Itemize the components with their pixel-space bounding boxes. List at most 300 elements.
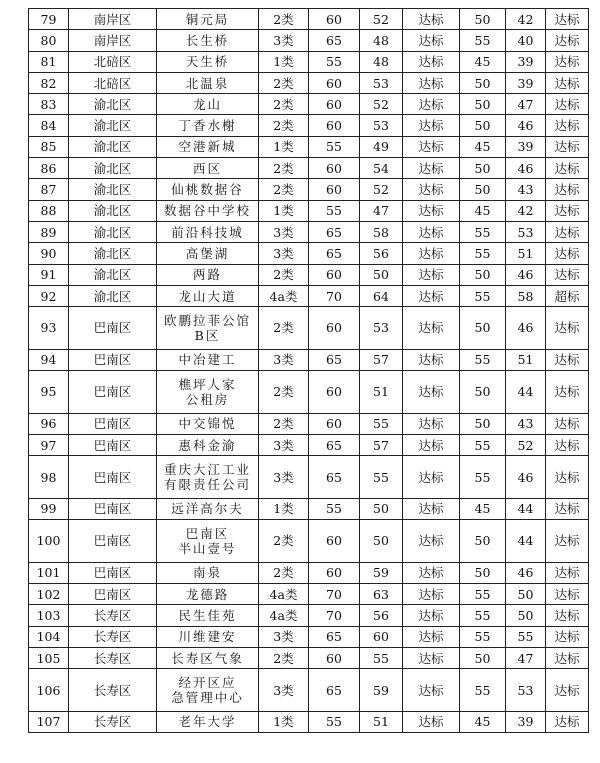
table-row [29,72,589,93]
district-cell: 渝北区 [69,243,157,264]
row-number-cell: 107 [29,711,69,732]
night-evaluation-cell: 达标 [546,562,589,583]
row-number-cell: 80 [29,30,69,51]
table-body [29,9,589,733]
district-cell: 巴南区 [69,584,157,605]
site-name-cell [157,200,259,221]
night-evaluation-cell: 达标 [546,115,589,136]
district-cell: 巴南区 [69,371,157,414]
row-number-cell: 88 [29,200,69,221]
table-row [29,30,589,51]
night-value-cell: 46 [506,158,546,179]
day-value-cell: 51 [360,711,403,732]
district-cell: 南岸区 [69,9,157,30]
day-limit-cell: 65 [309,349,360,370]
table-row [29,498,589,519]
site-name-cell [157,605,259,626]
night-evaluation-cell: 达标 [546,413,589,434]
day-limit-cell: 65 [309,669,360,712]
row-number-cell: 100 [29,520,69,563]
site-name-cell [157,9,259,30]
night-value-cell: 50 [506,584,546,605]
day-evaluation-cell: 达标 [403,584,460,605]
day-value-cell: 48 [360,30,403,51]
day-limit-cell: 65 [309,434,360,455]
day-limit-cell: 60 [309,647,360,668]
day-limit-cell: 55 [309,200,360,221]
night-value-cell: 40 [506,30,546,51]
day-limit-cell: 60 [309,9,360,30]
night-limit-cell: 55 [460,626,506,647]
row-number-cell: 106 [29,669,69,712]
district-cell: 渝北区 [69,115,157,136]
day-value-cell: 52 [360,9,403,30]
day-limit-cell: 65 [309,30,360,51]
site-name-line: 仙桃数据谷 [171,182,244,198]
site-name-line: B区 [194,327,221,343]
row-number-cell: 89 [29,221,69,242]
site-name-cell [157,669,259,712]
site-name-line: 公租房 [185,391,230,407]
night-limit-cell: 50 [460,520,506,563]
night-value-cell: 44 [506,520,546,563]
district-cell: 长寿区 [69,669,157,712]
night-evaluation-cell: 达标 [546,711,589,732]
day-evaluation-cell: 达标 [403,30,460,51]
day-evaluation-cell: 达标 [403,413,460,434]
site-name-line: 急管理中心 [171,690,244,705]
day-evaluation-cell: 达标 [403,115,460,136]
night-limit-cell: 50 [460,371,506,414]
district-cell: 渝北区 [69,179,157,200]
day-value-cell: 56 [360,605,403,626]
day-value-cell: 60 [360,626,403,647]
day-value-cell: 51 [360,371,403,414]
day-limit-cell: 60 [309,94,360,115]
night-value-cell: 47 [506,94,546,115]
table-row [29,562,589,583]
night-evaluation-cell: 达标 [546,30,589,51]
row-number-cell: 82 [29,72,69,93]
night-limit-cell: 50 [460,94,506,115]
table-row [29,200,589,221]
night-value-cell: 46 [506,456,546,499]
night-limit-cell: 45 [460,498,506,519]
zone-category-cell: 3类 [259,669,309,712]
site-name-cell [157,584,259,605]
table-row [29,605,589,626]
night-evaluation-cell: 达标 [546,158,589,179]
night-value-cell: 43 [506,413,546,434]
day-limit-cell: 55 [309,711,360,732]
table-row [29,520,589,563]
night-evaluation-cell: 达标 [546,200,589,221]
row-number-cell: 101 [29,562,69,583]
night-evaluation-cell: 达标 [546,456,589,499]
day-value-cell: 50 [360,264,403,285]
night-limit-cell: 45 [460,200,506,221]
site-name-cell [157,647,259,668]
table-row [29,285,589,306]
table-row [29,94,589,115]
zone-category-cell: 4a类 [259,605,309,626]
table-row [29,669,589,712]
night-evaluation-cell: 达标 [546,221,589,242]
day-limit-cell: 70 [309,584,360,605]
night-evaluation-cell: 达标 [546,72,589,93]
site-name-line: 经开区应 [178,675,237,690]
district-cell: 南岸区 [69,30,157,51]
night-evaluation-cell: 达标 [546,94,589,115]
night-value-cell: 53 [506,669,546,712]
day-evaluation-cell: 达标 [403,136,460,157]
site-name-line: 樵坪人家 [178,376,237,392]
night-value-cell: 55 [506,626,546,647]
site-name-cell [157,711,259,732]
zone-category-cell: 2类 [259,413,309,434]
row-number-cell: 104 [29,626,69,647]
night-limit-cell: 50 [460,413,506,434]
day-limit-cell: 70 [309,605,360,626]
site-name-cell [157,158,259,179]
site-name-cell [157,307,259,350]
row-number-cell: 79 [29,9,69,30]
site-name-line: 老年大学 [178,714,237,730]
zone-category-cell: 2类 [259,115,309,136]
day-value-cell: 57 [360,434,403,455]
zone-category-cell: 4a类 [259,584,309,605]
day-limit-cell: 60 [309,179,360,200]
night-evaluation-cell: 达标 [546,647,589,668]
day-limit-cell: 55 [309,498,360,519]
day-value-cell: 55 [360,647,403,668]
day-value-cell: 64 [360,285,403,306]
day-value-cell: 52 [360,94,403,115]
day-value-cell: 54 [360,158,403,179]
table-row [29,413,589,434]
zone-category-cell: 3类 [259,456,309,499]
night-evaluation-cell: 达标 [546,584,589,605]
site-name-line: 龙山 [192,96,222,112]
day-limit-cell: 70 [309,285,360,306]
zone-category-cell: 3类 [259,30,309,51]
site-name-cell [157,243,259,264]
night-value-cell: 44 [506,498,546,519]
day-limit-cell: 60 [309,264,360,285]
site-name-line: 龙山大道 [178,288,237,304]
day-value-cell: 63 [360,584,403,605]
table-row [29,349,589,370]
day-value-cell: 50 [360,498,403,519]
site-name-line: 惠科金渝 [178,437,237,453]
day-value-cell: 50 [360,520,403,563]
zone-category-cell: 2类 [259,9,309,30]
night-limit-cell: 55 [460,349,506,370]
site-name-cell [157,456,259,499]
district-cell: 渝北区 [69,264,157,285]
day-limit-cell: 60 [309,307,360,350]
site-name-line: 丁香水榭 [178,118,237,134]
table-row [29,456,589,499]
site-name-line: 铜元局 [185,11,230,27]
night-evaluation-cell: 达标 [546,371,589,414]
day-limit-cell: 60 [309,158,360,179]
district-cell: 北碚区 [69,72,157,93]
night-value-cell: 46 [506,562,546,583]
site-name-cell [157,179,259,200]
night-limit-cell: 55 [460,221,506,242]
zone-category-cell: 3类 [259,349,309,370]
site-name-cell [157,413,259,434]
site-name-cell [157,562,259,583]
night-limit-cell: 55 [460,456,506,499]
district-cell: 巴南区 [69,349,157,370]
day-value-cell: 59 [360,669,403,712]
night-limit-cell: 55 [460,584,506,605]
day-value-cell: 55 [360,413,403,434]
day-value-cell: 59 [360,562,403,583]
night-limit-cell: 50 [460,179,506,200]
table-row [29,711,589,732]
site-name-cell [157,136,259,157]
night-value-cell: 58 [506,285,546,306]
table-row [29,647,589,668]
night-value-cell: 39 [506,711,546,732]
district-cell: 渝北区 [69,221,157,242]
site-name-cell [157,371,259,414]
site-name-cell [157,30,259,51]
site-name-cell [157,221,259,242]
site-name-cell [157,94,259,115]
zone-category-cell: 1类 [259,136,309,157]
night-value-cell: 50 [506,605,546,626]
day-value-cell: 57 [360,349,403,370]
table-row [29,9,589,30]
row-number-cell: 96 [29,413,69,434]
site-name-line: 天生桥 [185,54,230,70]
zone-category-cell: 2类 [259,520,309,563]
night-limit-cell: 50 [460,72,506,93]
zone-category-cell: 4a类 [259,285,309,306]
day-evaluation-cell: 达标 [403,349,460,370]
district-cell: 巴南区 [69,520,157,563]
district-cell: 渝北区 [69,285,157,306]
night-evaluation-cell: 达标 [546,51,589,72]
district-cell: 长寿区 [69,647,157,668]
zone-category-cell: 2类 [259,158,309,179]
day-evaluation-cell: 达标 [403,94,460,115]
row-number-cell: 83 [29,94,69,115]
night-evaluation-cell: 达标 [546,179,589,200]
night-evaluation-cell: 达标 [546,349,589,370]
night-evaluation-cell: 达标 [546,307,589,350]
site-name-line: 西区 [192,160,222,176]
night-evaluation-cell: 达标 [546,136,589,157]
site-name-line: 前沿科技城 [171,224,244,240]
row-number-cell: 92 [29,285,69,306]
zone-category-cell: 2类 [259,179,309,200]
night-value-cell: 46 [506,264,546,285]
site-name-line: 中冶建工 [178,352,237,368]
day-evaluation-cell: 达标 [403,221,460,242]
day-evaluation-cell: 达标 [403,647,460,668]
zone-category-cell: 2类 [259,72,309,93]
district-cell: 巴南区 [69,498,157,519]
day-limit-cell: 60 [309,115,360,136]
site-name-line: 数据谷中学校 [163,203,251,219]
site-name-line: 南泉 [192,565,222,581]
day-value-cell: 48 [360,51,403,72]
district-cell: 巴南区 [69,456,157,499]
zone-category-cell: 2类 [259,264,309,285]
day-value-cell: 53 [360,72,403,93]
night-value-cell: 39 [506,51,546,72]
noise-monitoring-table [28,8,589,733]
table-row [29,136,589,157]
night-value-cell: 39 [506,136,546,157]
day-evaluation-cell: 达标 [403,51,460,72]
row-number-cell: 94 [29,349,69,370]
zone-category-cell: 1类 [259,711,309,732]
table-row [29,307,589,350]
day-evaluation-cell: 达标 [403,285,460,306]
site-name-line: 两路 [192,267,222,283]
night-value-cell: 39 [506,72,546,93]
night-evaluation-cell: 达标 [546,243,589,264]
night-value-cell: 51 [506,243,546,264]
row-number-cell: 91 [29,264,69,285]
day-evaluation-cell: 达标 [403,711,460,732]
site-name-line: 巴南区 [185,525,230,541]
table-row [29,179,589,200]
site-name-cell [157,72,259,93]
row-number-cell: 87 [29,179,69,200]
site-name-line: 民生佳苑 [178,607,237,623]
night-limit-cell: 50 [460,9,506,30]
day-value-cell: 53 [360,115,403,136]
day-value-cell: 58 [360,221,403,242]
site-name-cell [157,626,259,647]
day-limit-cell: 65 [309,243,360,264]
row-number-cell: 105 [29,647,69,668]
zone-category-cell: 1类 [259,51,309,72]
district-cell: 北碚区 [69,51,157,72]
zone-category-cell: 2类 [259,647,309,668]
night-value-cell: 46 [506,307,546,350]
table-row [29,221,589,242]
site-name-line: 半山壹号 [178,540,237,556]
day-limit-cell: 65 [309,221,360,242]
night-limit-cell: 50 [460,264,506,285]
row-number-cell: 90 [29,243,69,264]
day-value-cell: 52 [360,179,403,200]
night-value-cell: 43 [506,179,546,200]
day-limit-cell: 60 [309,371,360,414]
row-number-cell: 86 [29,158,69,179]
site-name-cell [157,434,259,455]
zone-category-cell: 3类 [259,243,309,264]
district-cell: 巴南区 [69,413,157,434]
day-evaluation-cell: 达标 [403,669,460,712]
day-evaluation-cell: 达标 [403,243,460,264]
day-evaluation-cell: 达标 [403,520,460,563]
night-value-cell: 51 [506,349,546,370]
site-name-line: 有限责任公司 [163,477,251,493]
site-name-line: 长寿区气象 [171,650,244,666]
site-name-cell [157,264,259,285]
night-evaluation-cell: 达标 [546,520,589,563]
day-evaluation-cell: 达标 [403,9,460,30]
row-number-cell: 81 [29,51,69,72]
night-limit-cell: 50 [460,307,506,350]
site-name-line: 龙德路 [185,586,230,602]
row-number-cell: 97 [29,434,69,455]
night-evaluation-cell: 达标 [546,434,589,455]
day-evaluation-cell: 达标 [403,200,460,221]
day-evaluation-cell: 达标 [403,626,460,647]
night-limit-cell: 50 [460,158,506,179]
zone-category-cell: 3类 [259,626,309,647]
row-number-cell: 93 [29,307,69,350]
district-cell: 巴南区 [69,434,157,455]
site-name-line: 欧鹏拉菲公馆 [163,312,251,328]
site-name-line: 重庆大江工业 [163,462,251,478]
zone-category-cell: 2类 [259,307,309,350]
site-name-cell [157,285,259,306]
day-limit-cell: 60 [309,413,360,434]
day-evaluation-cell: 达标 [403,498,460,519]
day-value-cell: 56 [360,243,403,264]
day-evaluation-cell: 达标 [403,72,460,93]
day-limit-cell: 55 [309,136,360,157]
table-row [29,264,589,285]
night-limit-cell: 45 [460,136,506,157]
site-name-line: 北温泉 [185,75,230,91]
day-limit-cell: 65 [309,626,360,647]
site-name-line: 长生桥 [185,32,230,48]
row-number-cell: 95 [29,371,69,414]
zone-category-cell: 1类 [259,200,309,221]
table-row [29,371,589,414]
table-row [29,115,589,136]
table-row [29,626,589,647]
night-limit-cell: 55 [460,605,506,626]
day-evaluation-cell: 达标 [403,307,460,350]
night-value-cell: 42 [506,9,546,30]
night-evaluation-cell: 超标 [546,285,589,306]
day-limit-cell: 60 [309,562,360,583]
zone-category-cell: 2类 [259,562,309,583]
district-cell: 渝北区 [69,136,157,157]
day-value-cell: 47 [360,200,403,221]
zone-category-cell: 2类 [259,94,309,115]
day-limit-cell: 65 [309,456,360,499]
zone-category-cell: 3类 [259,221,309,242]
district-cell: 长寿区 [69,711,157,732]
district-cell: 渝北区 [69,158,157,179]
night-limit-cell: 50 [460,562,506,583]
night-value-cell: 53 [506,221,546,242]
row-number-cell: 98 [29,456,69,499]
day-evaluation-cell: 达标 [403,264,460,285]
district-cell: 长寿区 [69,626,157,647]
table-row [29,584,589,605]
night-limit-cell: 45 [460,51,506,72]
site-name-cell [157,51,259,72]
night-evaluation-cell: 达标 [546,9,589,30]
night-evaluation-cell: 达标 [546,626,589,647]
night-evaluation-cell: 达标 [546,264,589,285]
